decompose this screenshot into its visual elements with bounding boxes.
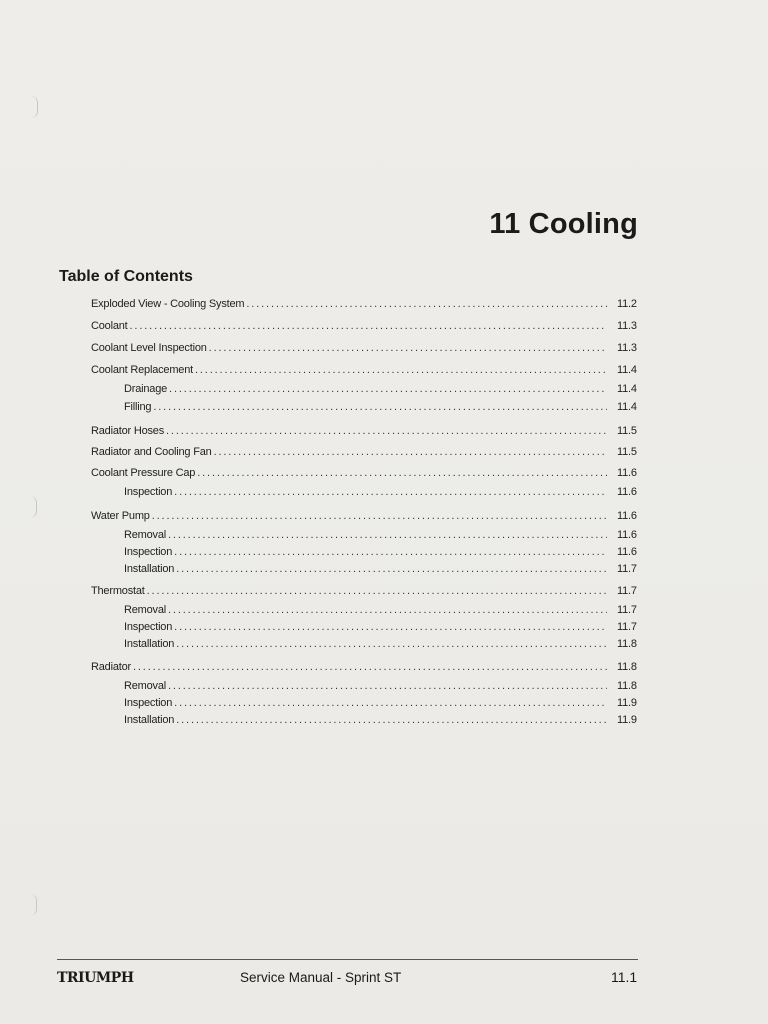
toc-entry	[91, 320, 641, 336]
toc-entry-label: Installation	[124, 638, 175, 650]
toc-entry	[91, 425, 641, 441]
toc-entry	[124, 638, 641, 654]
toc-leader-dots	[246, 298, 607, 310]
toc-entry-page: 11.8	[617, 661, 637, 673]
toc-entry	[124, 604, 641, 620]
toc-entry	[91, 298, 641, 314]
toc-entry	[124, 563, 641, 579]
toc-entry-label: Inspection	[124, 486, 173, 498]
toc-entry	[124, 697, 641, 713]
toc-entry-page: 11.6	[617, 510, 637, 522]
toc-entry	[91, 364, 641, 380]
binder-hole-mark	[30, 894, 37, 916]
chapter-title: 11 Cooling	[489, 208, 638, 240]
manual-title: Service Manual - Sprint ST	[240, 970, 402, 985]
toc-entry-page: 11.6	[617, 486, 637, 498]
toc-entry-page: 11.5	[617, 446, 637, 458]
toc-entry-label: Coolant Replacement	[91, 364, 193, 376]
toc-entry-page: 11.4	[617, 383, 637, 395]
toc-entry-page: 11.6	[617, 467, 637, 479]
binder-hole-mark	[30, 496, 37, 518]
toc-entry	[124, 621, 641, 637]
toc-leader-dots	[168, 604, 607, 616]
toc-entry	[91, 446, 641, 462]
toc-entry-page: 11.9	[617, 697, 637, 709]
page-number: 11.1	[611, 969, 638, 985]
toc-entry	[91, 342, 641, 358]
toc-leader-dots	[174, 697, 607, 709]
toc-entry-label: Installation	[124, 714, 175, 726]
toc-leader-dots	[174, 621, 607, 633]
toc-entry-page: 11.7	[617, 563, 637, 575]
toc-entry-label: Coolant Level Inspection	[91, 342, 207, 354]
toc-leader-dots	[153, 401, 607, 413]
toc-entry-label: Installation	[124, 563, 175, 575]
binder-hole-mark	[31, 96, 38, 118]
toc-entry-page: 11.7	[617, 604, 637, 616]
toc-entry	[124, 486, 641, 502]
toc-entry-page: 11.6	[617, 546, 637, 558]
toc-leader-dots	[169, 383, 607, 395]
toc-entry-page: 11.8	[617, 638, 637, 650]
toc-entry-label: Coolant Pressure Cap	[91, 467, 196, 479]
toc-leader-dots	[147, 585, 607, 597]
toc-entry-label: Inspection	[124, 546, 173, 558]
toc-entry-label: Inspection	[124, 621, 173, 633]
toc-leader-dots	[133, 661, 607, 673]
toc-leader-dots	[166, 425, 607, 437]
toc-entry-label: Coolant	[91, 320, 128, 332]
toc-entry	[124, 529, 641, 545]
toc-entry-page: 11.7	[617, 621, 637, 633]
toc-entry	[91, 585, 641, 601]
toc-entry	[124, 383, 641, 399]
toc-entry-label: Inspection	[124, 697, 173, 709]
toc-leader-dots	[130, 320, 607, 332]
toc-entry-page: 11.3	[617, 320, 637, 332]
toc-entry-label: Removal	[124, 529, 167, 541]
toc-entry	[91, 467, 641, 483]
toc-entry-page: 11.4	[617, 364, 637, 376]
toc-entry	[124, 546, 641, 562]
brand-logo: TRIUMPH	[57, 970, 134, 986]
toc-entry-page: 11.5	[617, 425, 637, 437]
toc-entry-label: Thermostat	[91, 585, 145, 597]
toc-entry-label: Exploded View - Cooling System	[91, 298, 245, 310]
toc-leader-dots	[209, 342, 607, 354]
toc-entry	[91, 510, 641, 526]
toc-entry	[124, 714, 641, 730]
toc-leader-dots	[168, 529, 607, 541]
toc-leader-dots	[168, 680, 607, 692]
toc-leader-dots	[152, 510, 607, 522]
toc-entry-page: 11.8	[617, 680, 637, 692]
toc-leader-dots	[176, 638, 607, 650]
toc-leader-dots	[214, 446, 607, 458]
toc-entry-label: Radiator	[91, 661, 131, 673]
toc-entry-label: Water Pump	[91, 510, 150, 522]
toc-leader-dots	[195, 364, 607, 376]
toc-leader-dots	[176, 563, 607, 575]
toc-entry	[124, 401, 641, 417]
toc-entry-label: Drainage	[124, 383, 168, 395]
toc-entry-label: Filling	[124, 401, 152, 413]
toc-leader-dots	[174, 486, 607, 498]
toc-entry-page: 11.7	[617, 585, 637, 597]
toc-entry-label: Radiator Hoses	[91, 425, 165, 437]
toc-heading: Table of Contents	[59, 268, 193, 285]
toc-leader-dots	[176, 714, 607, 726]
toc-entry-label: Removal	[124, 604, 167, 616]
toc-entry-label: Removal	[124, 680, 167, 692]
toc-entry-page: 11.3	[617, 342, 637, 354]
toc-entry-page: 11.2	[617, 298, 637, 310]
toc-entry	[91, 661, 641, 677]
toc-entry-label: Radiator and Cooling Fan	[91, 446, 212, 458]
toc-leader-dots	[174, 546, 607, 558]
toc-entry-page: 11.9	[617, 714, 637, 726]
toc-entry	[124, 680, 641, 696]
footer-divider	[57, 959, 638, 960]
toc-entry-page: 11.6	[617, 529, 637, 541]
toc-leader-dots	[197, 467, 607, 479]
toc-entry-page: 11.4	[617, 401, 637, 413]
